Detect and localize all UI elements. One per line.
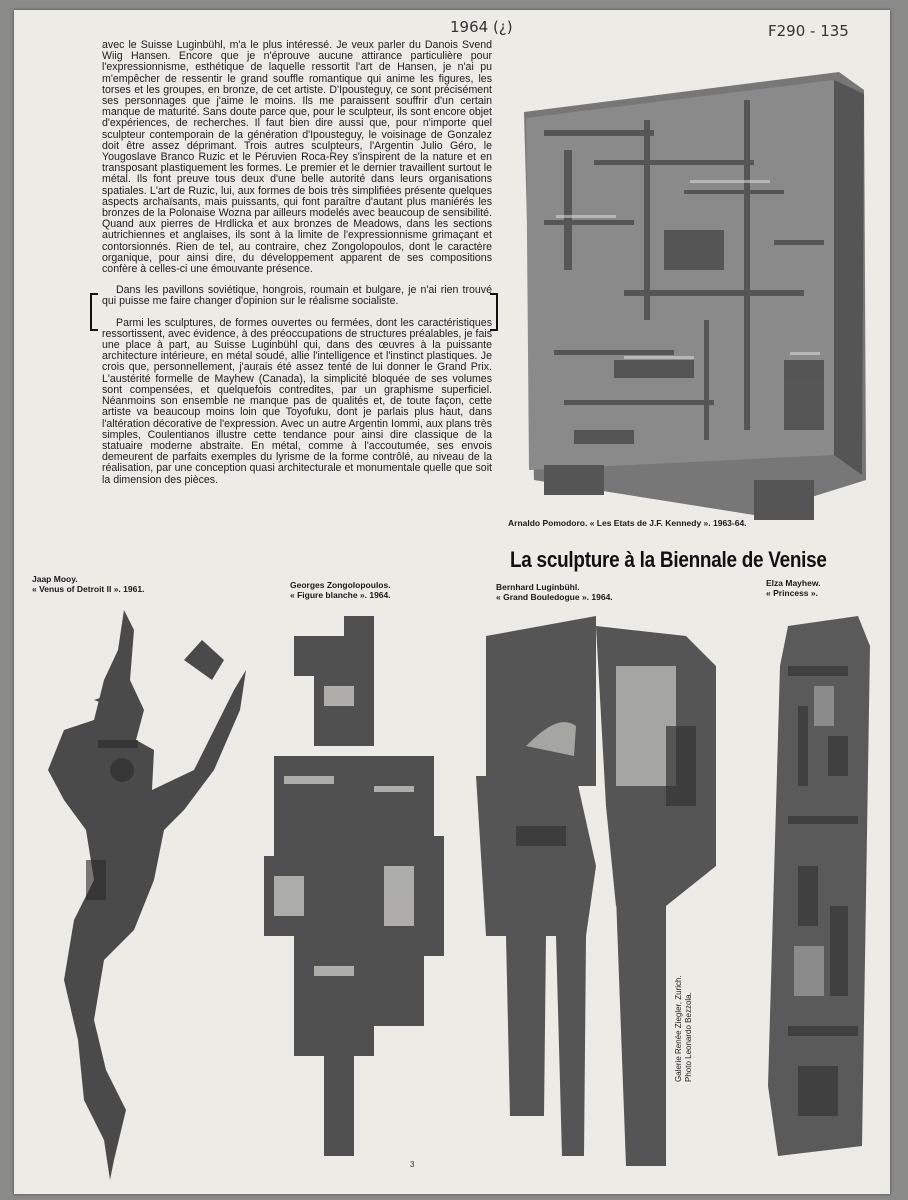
- article-paragraph-3: Parmi les sculptures, de formes ouvertes ou fermées, dont les caractéristiques ressortissent, avec évidence, à des préoccupations de structures préalables, je fais une place à part, au Suisse Luginbühl qui, dans des œuvres à la puissante architecture intérieure, en métal soudé, allie l'intelligence et l'instinct plastiques. Je crois que, personnellement, j'aurais été assez tenté de lui donner le Grand Prix. L'austérité formelle de Mayhew (Canada), la simplicité bloquée de ses volumes sont compensées, et quelquefois contredites, par un graphisme superficiel. Néanmoins son ensemble ne manque pas de qualités et, de toute façon, cette artiste va beaucoup moins loin que Toyofuku, dont je parlais plus haut, dans l'altération décorative de l'expression. Avec un autre Argentin Iommi, aux plans très simples, Coulentianos illustre cette tendance pour ainsi dire classique de la statuaire moderne abstraite. En métal, comme à l'accoutumée, ses envois demeurent de parfaits exemples du lyrisme de la forme contrôlé, au niveau de la réalisation, par une conception quasi architecturale et monumentale quelle que soit la dimension des pièces.: [102, 316, 492, 486]
- margin-bracket-right: [490, 293, 498, 331]
- caption-mooy-artist: Jaap Mooy.: [32, 574, 78, 584]
- article-column: [102, 40, 492, 496]
- document-page: [14, 10, 890, 1194]
- caption-pomodoro: Arnaldo Pomodoro. « Les Etats de J.F. Kennedy ». 1963-64.: [508, 518, 747, 528]
- photo-credit-photographer: Photo Leonardo Bezzola.: [684, 992, 693, 1082]
- handwritten-archive-ref: F290 - 135: [768, 22, 849, 40]
- article-paragraph-2: Dans les pavillons soviétique, hongrois, roumain et bulgare, je n'ai rien trouvé qui puisse me faire changer d'opinion sur le réalisme socialiste.: [102, 284, 492, 308]
- caption-luginbuhl: [496, 582, 613, 602]
- photo-pomodoro-relief: [504, 60, 868, 525]
- caption-mayhew-title: « Princess ».: [766, 588, 818, 598]
- photo-mooy-sculpture: [34, 600, 264, 1180]
- caption-luginbuhl-artist: Bernhard Luginbühl.: [496, 582, 580, 592]
- margin-bracket-left: [90, 293, 98, 331]
- caption-mooy: [32, 574, 144, 594]
- photo-zongolopoulos-sculpture: [254, 606, 454, 1166]
- caption-zongolopoulos: [290, 580, 391, 600]
- article-headline: La sculpture à la Biennale de Venise: [510, 547, 827, 572]
- photo-credit-gallery: Galerie Renée Ziegler, Zurich.: [674, 975, 683, 1082]
- photo-credit: [674, 975, 694, 1082]
- caption-mayhew-artist: Elza Mayhew.: [766, 578, 821, 588]
- caption-mayhew: [766, 578, 820, 598]
- caption-luginbuhl-title: « Grand Bouledogue ». 1964.: [496, 592, 613, 602]
- photo-luginbuhl-sculpture: [466, 606, 736, 1166]
- handwritten-year-note: 1964 (¿): [450, 18, 513, 36]
- photo-mayhew-sculpture: [758, 606, 878, 1166]
- caption-mooy-title: « Venus of Detroit II ». 1961.: [32, 584, 145, 594]
- article-paragraph-1: avec le Suisse Luginbühl, m'a le plus intéressé. Je veux parler du Danois Svend Wiig Hansen. Encore que je n'éprouve aucune attirance particulière pour l'expressionnisme, esthétique de laquelle ressortit l'art de Hansen, je n'ai pu m'empêcher de ressentir le grand souffle romantique qui anime les figures, les torses et les groupes, en bronze, de cet artiste. D'Ipousteguy, ce sont précisément ses personnages que j'aime le moins. Ils me paraissent souffrir d'un certain manque de maturité. Sans doute parce que, pour le sculpteur, ils sont encore objet d'expériences, de recherches. Il faut bien dire aussi que, pour n'importe quel sculpteur contemporain de la génération d'Ipousteguy, le voisinage de Gonzalez doit être assez déprimant. Trois autres sculpteurs, l'Argentin Julio Géro, le Yougoslave Branco Ruzic et le Péruvien Roca-Rey s'inspirent de la nature et en transposant plastiquement les formes. Le premier et le dernier travaillent surtout le métal. Ils font preuve tous deux d'une belle autorité dans leurs organisations spatiales. L'art de Ruzic, lui, aux formes de bois très simplifiées présente quelques aspects archaïsants, mais puissants, qui font paraître d'autant plus maniérés les bronzes de la Polonaise Wozna par ailleurs modelés avec beaucoup de sensibilité. Quand aux pierres de Hrdlicka et aux bronzes de Meadows, dans les sections autrichiennes et anglaises, ils sont à la limite de l'expressionnisme grimaçant et contorsionnés. Rien de tel, au contraire, chez Zongolopoulos, dont le caractère organique, pour ainsi dire, du développement apparent de ses compositions confère à celles-ci une émouvante présence.: [102, 39, 492, 276]
- page-number: 3: [410, 1160, 415, 1169]
- caption-zongolopoulos-artist: Georges Zongolopoulos.: [290, 580, 391, 590]
- caption-zongolopoulos-title: « Figure blanche ». 1964.: [290, 590, 391, 600]
